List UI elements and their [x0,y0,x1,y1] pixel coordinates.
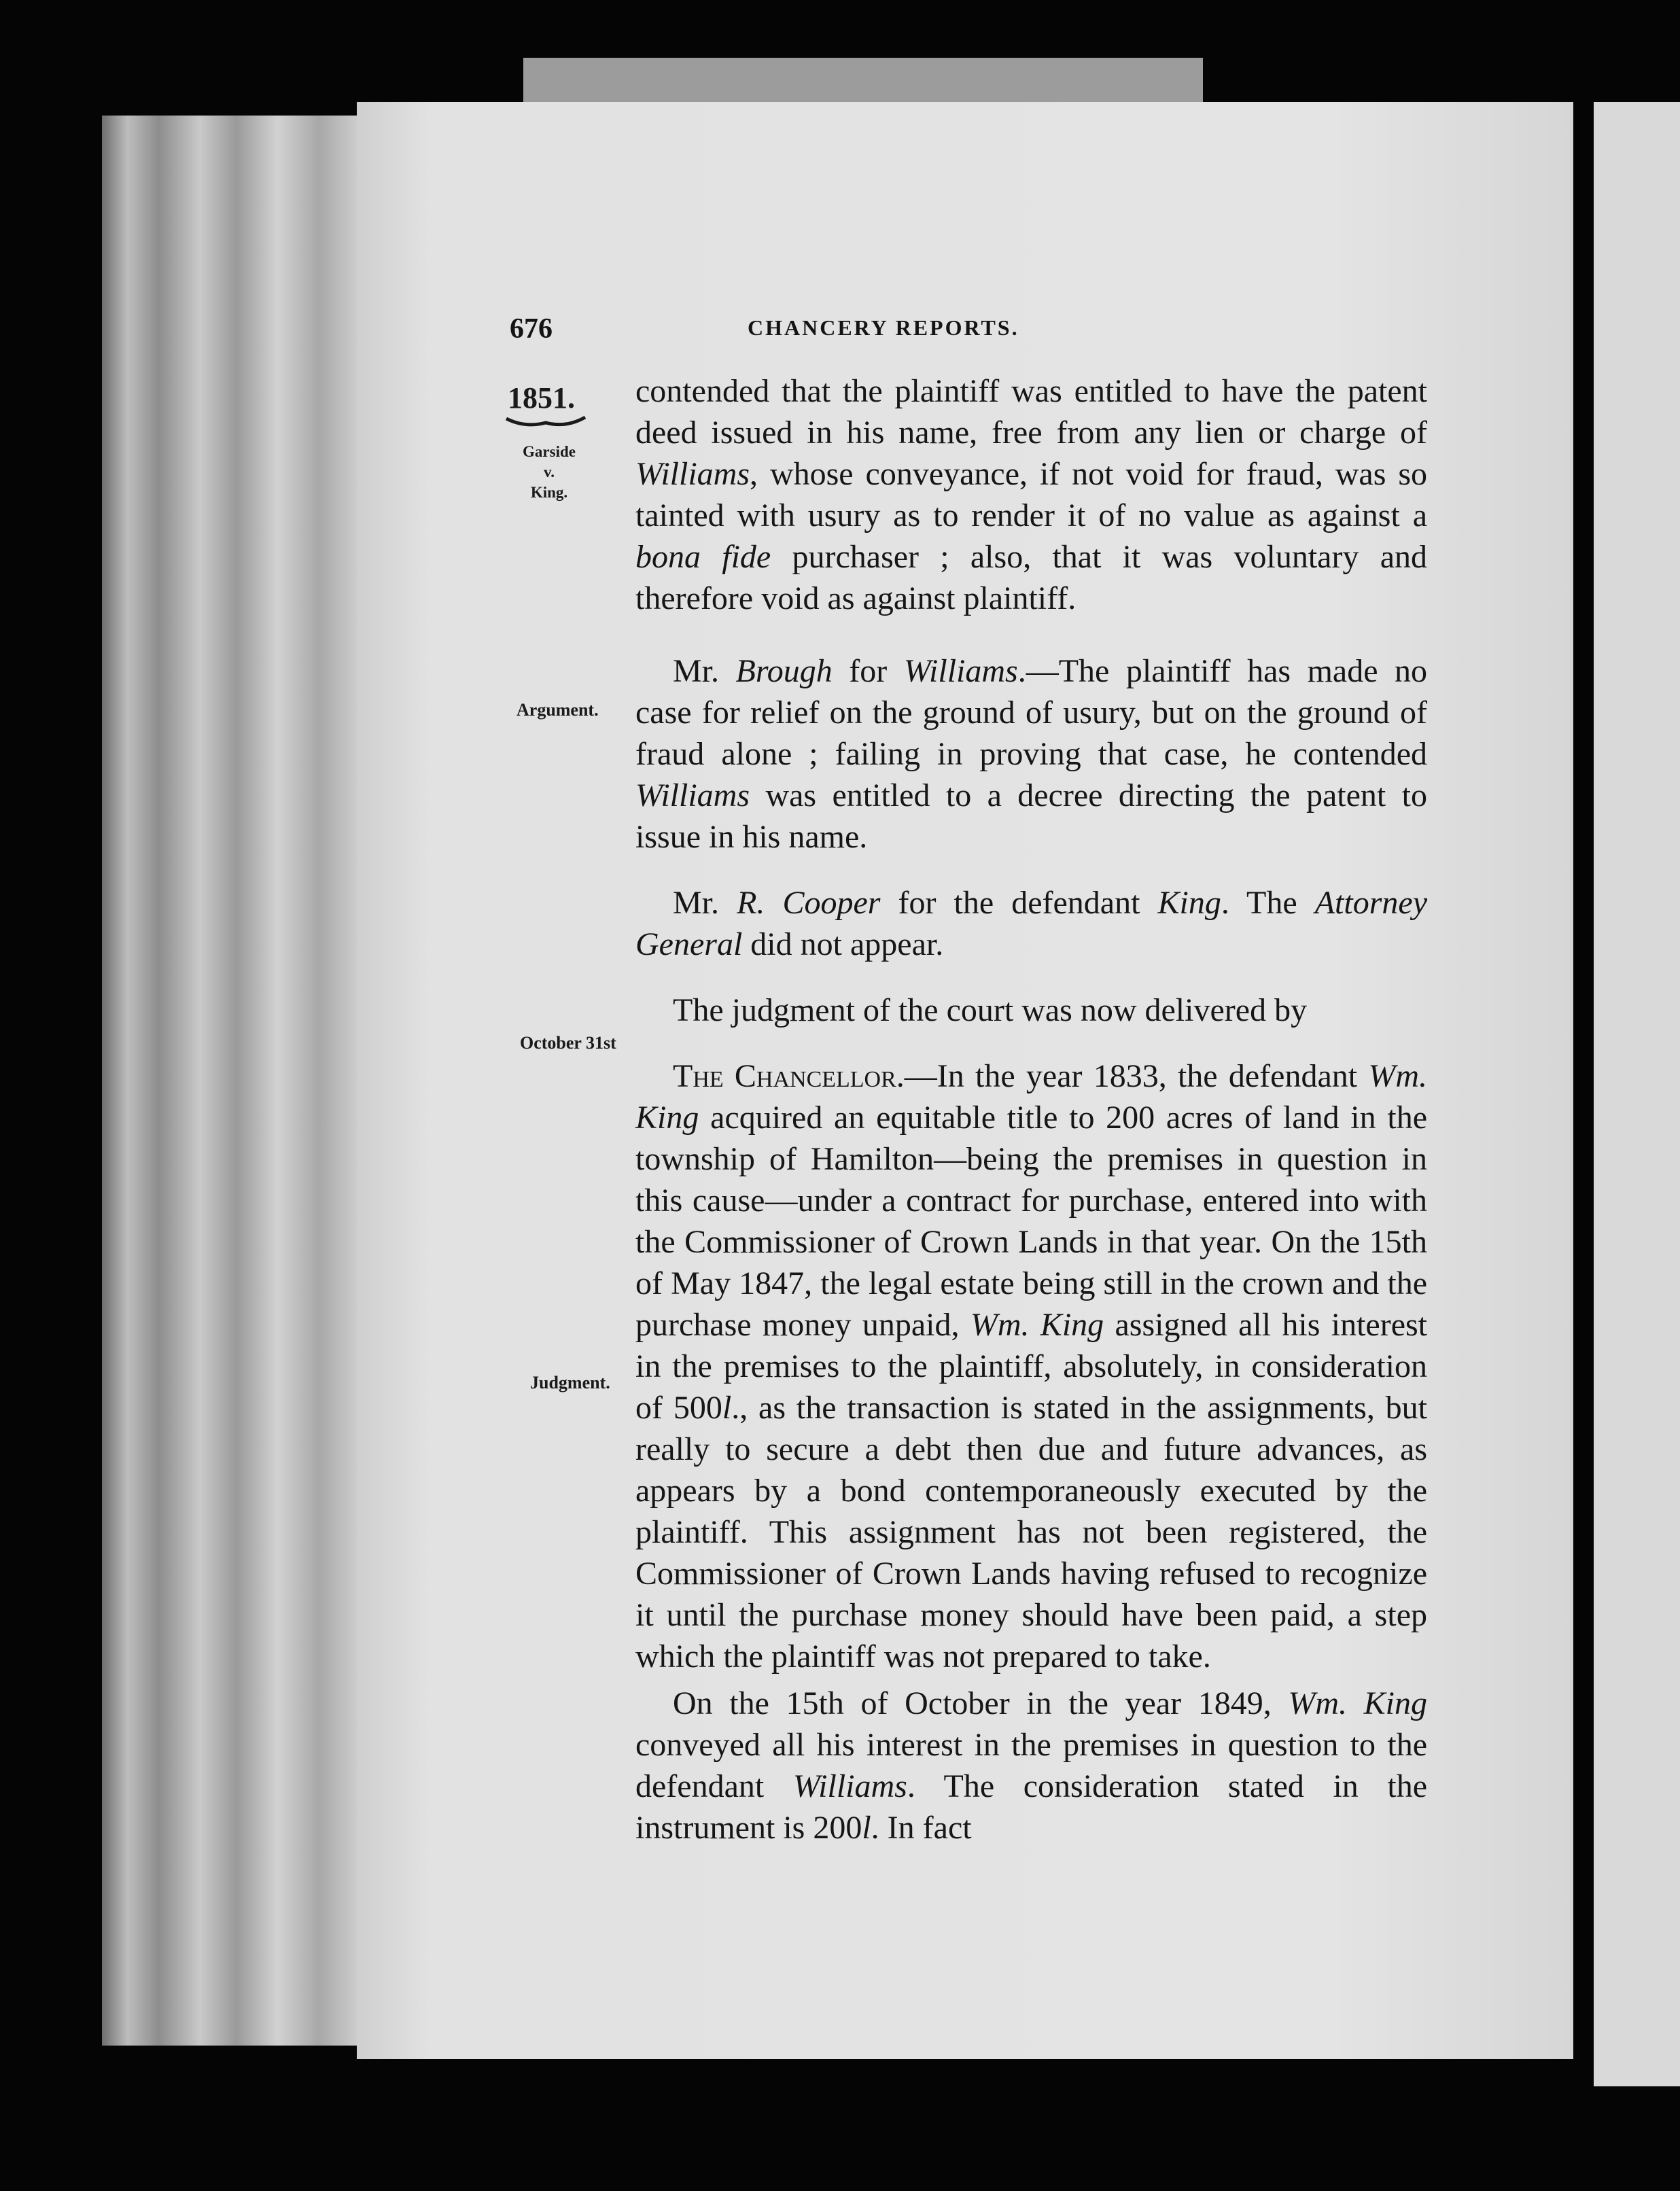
text-segment: for the defendant [880,885,1158,921]
text-segment: assigned all his interest in the premises to the plaintiff, absolutely, in consideration of 500 [635,1307,1428,1426]
text-segment: Mr. [673,653,736,689]
body-text [635,370,1427,1848]
text-segment: for [832,653,904,689]
text-segment: conveyed all his interest in the premises in question to the defendant [635,1727,1427,1804]
running-title: CHANCERY REPORTS. [748,315,1019,340]
brace-mark [505,413,587,434]
text-segment: On the 15th of October in the year 1849, [673,1685,1289,1721]
italic-segment: Wm. King [635,1058,1427,1136]
paragraph-6 [635,1683,1427,1848]
margin-argument: Argument. [517,700,599,720]
text-segment: . The consideration stated in the instrument is 200 [635,1768,1428,1846]
italic-segment: King [1157,885,1221,921]
italic-segment: l [722,1390,732,1426]
italic-segment: bona fide [635,539,771,575]
italic-segment: Wm. King [970,1307,1104,1343]
text-segment: was entitled to a decree directing the patent to issue in his name. [635,777,1427,855]
page-number: 676 [510,313,553,345]
italic-segment: Wm. King [1288,1685,1427,1721]
paragraph-1 [635,370,1427,619]
text-segment: Mr. [673,885,737,921]
page-header [510,313,1108,353]
text-segment: . In fact [871,1810,972,1846]
text-segment: The judgment of the court was now delivered by [673,992,1308,1028]
case-versus: v. [544,463,555,480]
italic-segment: Williams [792,1768,907,1804]
italic-segment: R. Cooper [737,885,881,921]
text-segment: purchaser ; also, that it was voluntary and therefore void as against plaintiff. [635,539,1428,616]
text-segment: , whose conveyance, if not void for fraud, was so tainted with usury as to render it of no value as against a [635,456,1427,533]
case-party-2: King. [530,484,568,501]
paragraph-5 [635,1055,1427,1677]
paragraph-2 [635,650,1427,858]
paragraph-4 [635,989,1427,1031]
text-segment: .—In the year 1833, the defendant [896,1058,1369,1094]
adjacent-page-edge [1594,102,1680,2086]
italic-segment: Williams [903,653,1018,689]
book-page [357,102,1573,2059]
margin-judgment: Judgment. [530,1373,610,1392]
text-segment: did not appear. [742,926,944,962]
text-segment: ., as the transaction is stated in the assignments, but really to secure a debt then due and future advances, as appears by a bond contemporaneously executed by the plaintiff. This assignment has not been registered, the Commissioner of Crown Lands having refused to recognize it until the purchase money should have been paid, a step which the plaintiff was not prepared to take. [635,1390,1428,1675]
text-segment: .—The plaintiff has made no case for relief on the ground of usury, but on the ground of fraud alone ; failing in proving that case, he contended [635,653,1428,772]
text-segment: contended that the plaintiff was entitled to have the patent deed issued in his name, free from any lien or charge of [635,373,1427,451]
paragraph-3 [635,882,1427,965]
margin-date: October 31st [520,1033,616,1053]
italic-segment: Brough [735,653,833,689]
small-caps-segment: The Chancellor [673,1058,896,1094]
italic-segment: Williams [635,456,750,492]
italic-segment: Williams [635,777,750,813]
italic-segment: Attorney General [635,885,1427,962]
italic-segment: l [862,1810,871,1846]
case-party-1: Garside [523,443,576,460]
text-segment: acquired an equitable title to 200 acres of land in the township of Hamilton—being the premises in question in this cause—under a contract for purchase, entered into with the Commissioner of Crown Lands in that year. On the 15th of May 1847, the legal estate being still in the crown and the purchase money unpaid, [635,1100,1427,1343]
text-segment: . The [1221,885,1315,921]
margin-year: 1851. [508,381,575,415]
book-page-edges [102,116,360,2046]
margin-case-name [512,442,587,503]
